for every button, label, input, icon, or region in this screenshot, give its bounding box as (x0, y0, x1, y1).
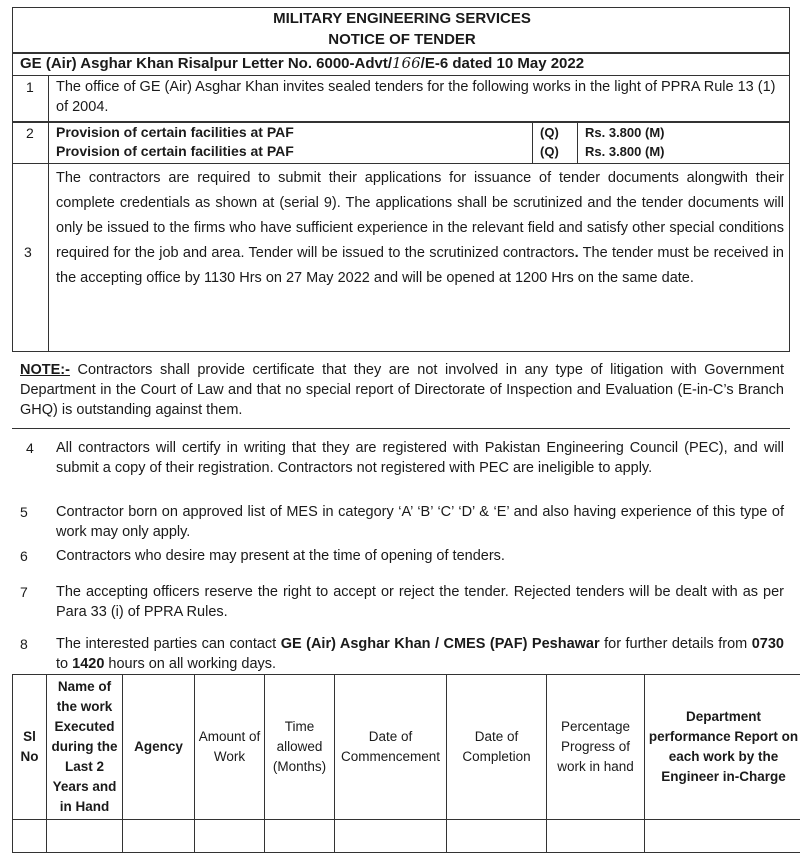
note-text: Contractors shall provide certificate that they are not involved in any type of litigation with Government Department in the Court of Law and that no special report of Directorate of Inspection and Evaluation (E-in-C’s Branch GHQ) is outstanding against them. (20, 362, 784, 418)
s8-part-3: for further details from (600, 636, 752, 652)
section-3-body: The contractors are required to submit their applications for issuance of tender documents alongwith their complete credentials as shown at (serial 9). The applications shall be scrutinized and the tender documents will only be issued to the firms who have sufficient experience in the relevant field and satisfy other special conditions required for the job and area. Tender will be issued to the scrutinized contractors (56, 170, 784, 261)
section-4-text: All contractors will certify in writing that they are registered with Pakistan Engineering Council (PEC), and will submit a copy of their registration. Contractors not registered with PEC are ineligible to apply. (56, 438, 784, 478)
work-name-1: Provision of certain facilities at PAF (56, 123, 294, 142)
section-number-3: 3 (24, 242, 32, 262)
note-divider (12, 428, 790, 429)
table-row (13, 820, 800, 853)
letter-divider (12, 75, 790, 76)
header-time-allowed: Time allowed (Months) (265, 675, 335, 820)
document-title: MILITARY ENGINEERING SERVICES (12, 10, 792, 28)
table-cell (123, 820, 195, 853)
section-1-text: The office of GE (Air) Asghar Khan invites sealed tenders for the following works in the light of PPRA Rule 13 (1) of 2004. (56, 77, 786, 117)
letter-suffix: /E-6 dated 10 May 2022 (421, 55, 584, 72)
note-label: NOTE:- (20, 362, 70, 378)
number-column-line (48, 76, 49, 351)
document-subtitle: NOTICE OF TENDER (12, 31, 792, 49)
frame-right-line (789, 7, 790, 352)
cost-column-line (577, 122, 578, 163)
frame-top-line (12, 7, 790, 8)
header-performance: Department performance Report on each work by the Engineer in-Charge (645, 675, 800, 820)
s8-end-time: 1420 (72, 656, 104, 672)
type-column-line (532, 122, 533, 163)
s8-contact: GE (Air) Asghar Khan / CMES (PAF) Peshawar (281, 636, 600, 652)
section-number-7: 7 (20, 582, 28, 602)
table-cell (13, 820, 47, 853)
credentials-table (12, 674, 800, 853)
work-type-1: (Q) (540, 123, 559, 142)
work-name-2: Provision of certain facilities at PAF (56, 142, 294, 161)
table-cell (335, 820, 447, 853)
header-amount: Amount of Work (195, 675, 265, 820)
note-paragraph (20, 360, 784, 420)
work-cost-2: Rs. 3.800 (M) (585, 142, 664, 161)
header-commencement: Date of Commencement (335, 675, 447, 820)
s8-part-7: hours on all working days. (104, 656, 276, 672)
header-progress: Percentage Progress of work in hand (547, 675, 645, 820)
section-number-6: 6 (20, 546, 28, 566)
section-number-4: 4 (26, 438, 34, 458)
s3-divider (12, 351, 790, 352)
s8-part-1: The interested parties can contact (56, 636, 281, 652)
s2-divider (12, 163, 790, 164)
section-8-text (56, 634, 784, 674)
section-6-text: Contractors who desire may present at the time of opening of tenders. (56, 546, 784, 566)
table-cell (645, 820, 800, 853)
section-3-deadline: The tender must be received in the accepting office by 1130 Hrs on 27 May 2022 and will be opened at 1200 Hrs on the same date. (56, 245, 784, 286)
letter-prefix: GE (Air) Asghar Khan Risalpur Letter No. 6000-Advt/ (20, 55, 392, 72)
header-agency: Agency (123, 675, 195, 820)
handwritten-number: 166 (392, 54, 421, 72)
letter-reference (20, 53, 584, 74)
work-cost-1: Rs. 3.800 (M) (585, 123, 664, 142)
header-sl-no: Sl No (13, 675, 47, 820)
section-7-text: The accepting officers reserve the right to accept or reject the tender. Rejected tenders will be dealt with as per Para 33 (i) of PPRA Rules. (56, 582, 784, 622)
table-cell (265, 820, 335, 853)
section-3-text (56, 166, 784, 291)
section-number-2: 2 (26, 123, 34, 143)
section-3-period: . (575, 245, 579, 261)
section-number-5: 5 (20, 502, 28, 522)
table-cell (47, 820, 123, 853)
table-header-row (13, 675, 800, 820)
section-number-1: 1 (26, 77, 34, 97)
header-name-of-work: Name of the work Executed during the Last 2 Years and in Hand (47, 675, 123, 820)
frame-left-line (12, 7, 13, 352)
s8-start-time: 0730 (752, 636, 784, 652)
section-5-text: Contractor born on approved list of MES in category ‘A’ ‘B’ ‘C’ ‘D’ & ‘E’ and also having experience of this type of work may only apply. (56, 502, 784, 542)
table-cell (447, 820, 547, 853)
s8-part-5: to (56, 656, 72, 672)
section-number-8: 8 (20, 634, 28, 654)
header-completion: Date of Completion (447, 675, 547, 820)
table-cell (547, 820, 645, 853)
table-cell (195, 820, 265, 853)
work-type-2: (Q) (540, 142, 559, 161)
